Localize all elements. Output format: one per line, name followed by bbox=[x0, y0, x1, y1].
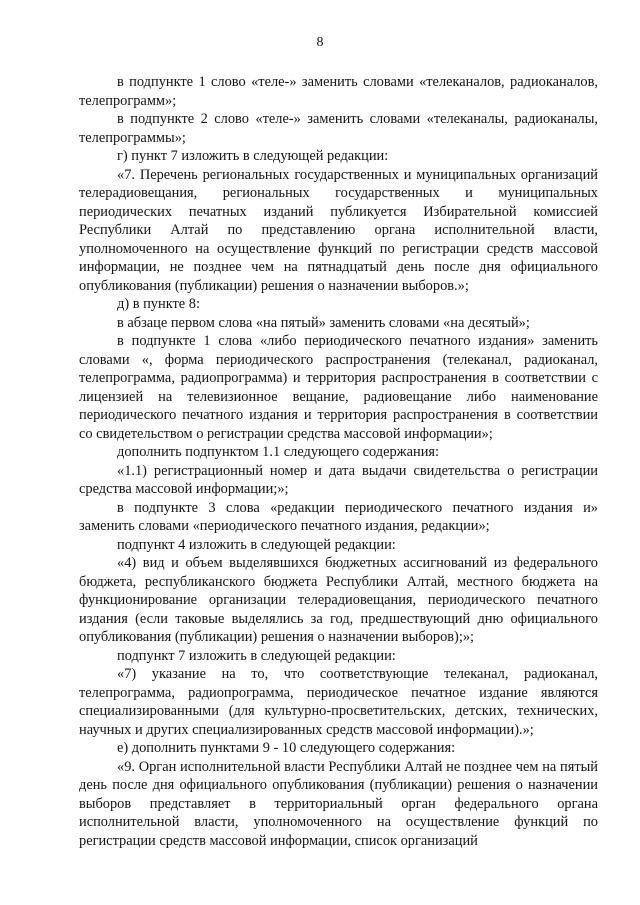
paragraph: дополнить подпунктом 1.1 следующего содержания: bbox=[117, 444, 440, 460]
paragraph: подпункт 7 изложить в следующей редакции: bbox=[117, 647, 396, 664]
paragraph: е) дополнить пунктами 9 - 10 следующего содержания: bbox=[117, 740, 456, 756]
paragraph: д) в пункте 8: bbox=[117, 296, 200, 312]
paragraph: в подпункте 1 слово «теле-» заменить словами «телеканалов, радиоканалов, телепрограмм»; bbox=[79, 74, 598, 109]
paragraph: «1.1) регистрационный номер и дата выдачи свидетельства о регистрации средства массовой информации;»; bbox=[79, 462, 598, 497]
paragraph: «9. Орган исполнительной власти Республики Алтай не позднее чем на пятый день после дня официального опубликования (публикации) решения о назначении выборов представляет в территориальный орган федерального органа исполнительной власти, уполномоченного на осуществление функций по регистрации средств массовой информации, список организаций bbox=[79, 758, 598, 849]
paragraph: «4) вид и объем выделявшихся бюджетных ассигнований из федерального бюджета, республиканского бюджета Республики Алтай, местного бюджета на функционирование организации телерадиовещания, периодического печатного издания (если таковые выделялись за год, предшествующий дню официального опубликования (публикации) решения о назначении выборов);»; bbox=[79, 555, 598, 645]
paragraph: в абзаце первом слова «на пятый» заменить словами «на десятый»; bbox=[117, 314, 530, 331]
paragraph: подпункт 4 изложить в следующей редакции: bbox=[117, 536, 396, 553]
paragraph: г) пункт 7 изложить в следующей редакции: bbox=[117, 148, 389, 164]
paragraph: «7. Перечень региональных государственных и муниципальных организаций телерадиовещания, региональных государственных и муниципальных периодических печатных изданий публикуется Избирательной комиссией Республики Алтай по представлению органа исполнительной власти, уполномоченного на осуществление функций по регистрации средств массовой информации, не позднее чем на пятнадцатый день после дня официального опубликования (публикации) решения о назначении выборов.»; bbox=[79, 166, 598, 294]
paragraph: «7) указание на то, что соответствующие телеканал, радиоканал, телепрограмма, радиопрограмма, периодическое печатное издание являются специализированными (для культурно-просветительских, детских, технических, научных и других специализированных средств массовой информации).»; bbox=[79, 666, 598, 738]
paragraph: в подпункте 2 слово «теле-» заменить словами «телеканалы, радиоканалы, телепрограммы»; bbox=[79, 111, 598, 146]
paragraph: в подпункте 3 слова «редакции периодического печатного издания и» заменить словами «периодического печатного издания, редакции»; bbox=[79, 499, 598, 534]
paragraph: в подпункте 1 слова «либо периодического печатного издания» заменить словами «, форма периодического распространения (телеканал, радиоканал, телепрограмма, радиопрограмма) и территория распространения в соответствии с лицензией на телевизионное вещание, радиовещание либо наименование периодического печатного издания и территория распространения в соответствии со свидетельством о регистрации средства массовой информации»; bbox=[79, 333, 598, 442]
document-body bbox=[79, 73, 598, 850]
page-number: 8 bbox=[316, 35, 324, 50]
